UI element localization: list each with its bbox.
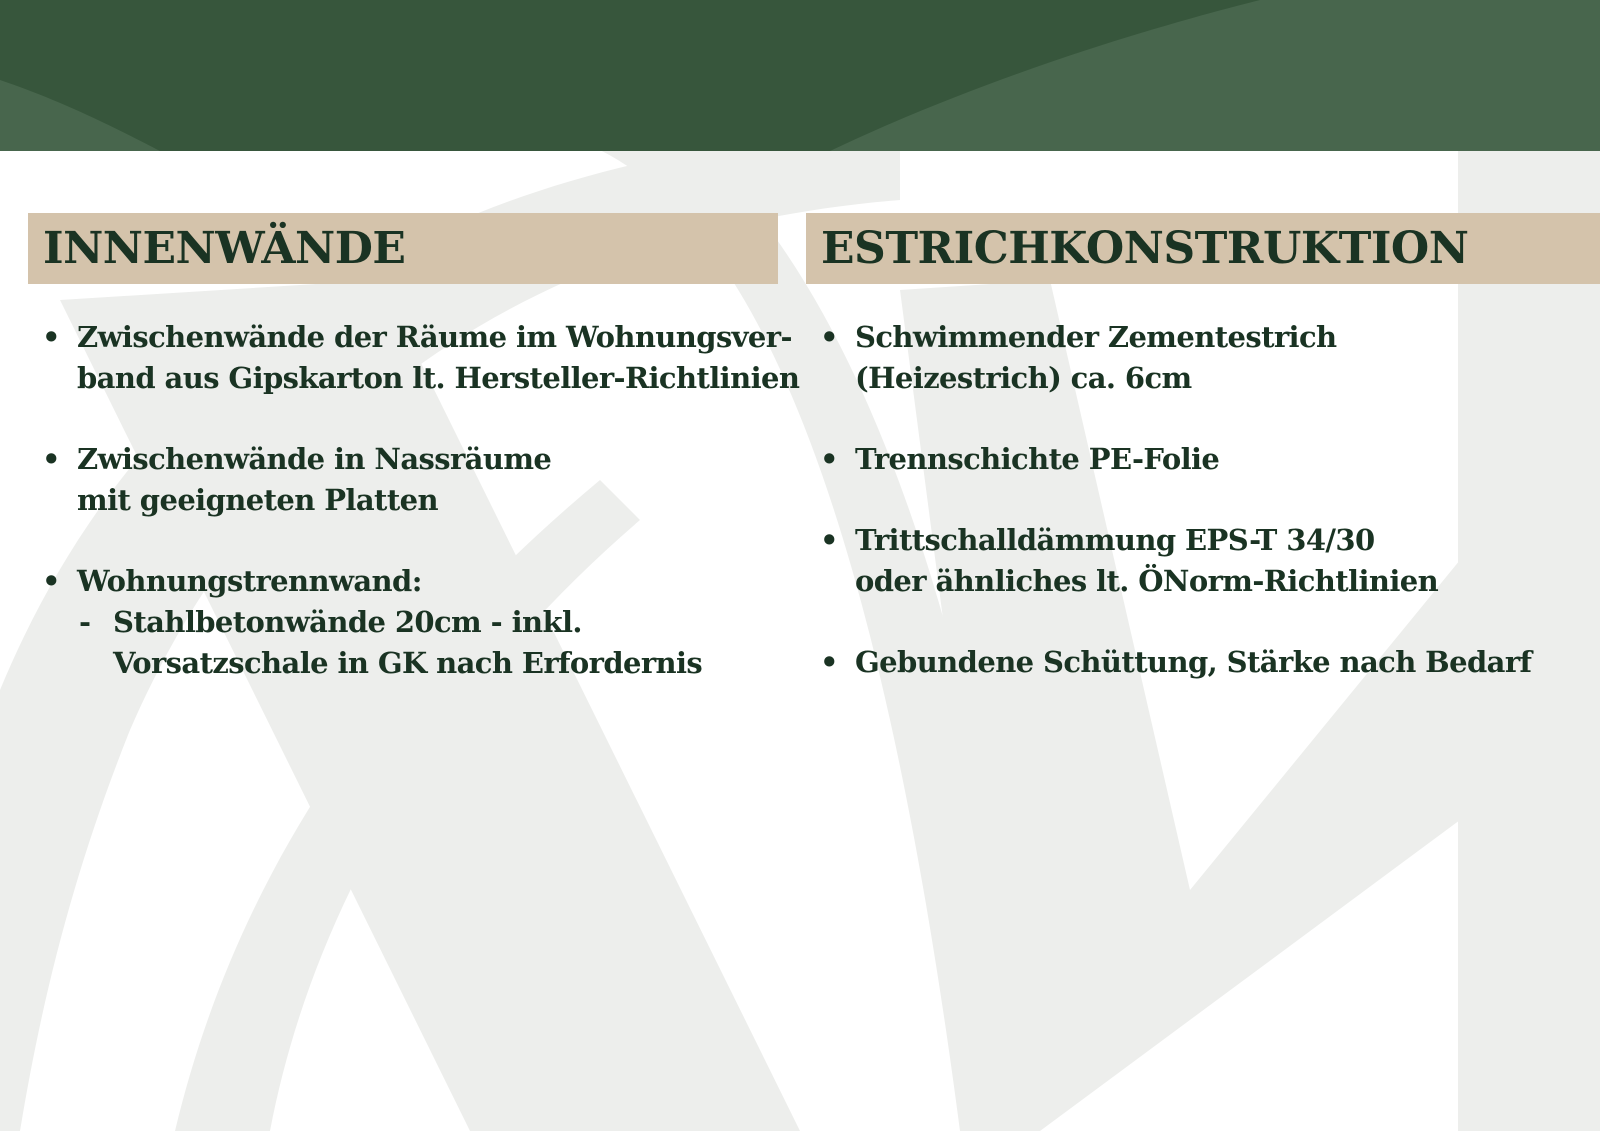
list-item-line: Trittschalldämmung EPS-T 34/30 xyxy=(855,523,1375,557)
list-item-line: Zwischenwände in Nassräume xyxy=(77,442,552,476)
bullet-list-innenwaende xyxy=(28,317,799,724)
list-item-line: Zwischenwände der Räume im Wohnungsver- xyxy=(77,320,792,354)
list-item-line: mit geeigneten Platten xyxy=(77,483,438,517)
list-item xyxy=(806,520,1531,602)
list-item-line: (Heizestrich) ca. 6cm xyxy=(855,361,1192,395)
list-item-line: oder ähnliches lt. ÖNorm-Richtlinien xyxy=(855,564,1439,598)
list-item-line: Trennschichte PE-Folie xyxy=(855,442,1220,476)
header-band xyxy=(0,0,1600,151)
bullet-icon: • xyxy=(42,442,60,476)
list-item xyxy=(28,439,799,521)
bullet-icon: • xyxy=(42,320,60,354)
list-item xyxy=(28,317,799,399)
section-header-estrichkonstruktion xyxy=(806,213,1600,284)
sub-list-item-line: Vorsatzschale in GK nach Erfordernis xyxy=(113,646,703,680)
bullet-icon: • xyxy=(820,442,838,476)
bullet-icon: • xyxy=(820,523,838,557)
bullet-list-estrichkonstruktion xyxy=(806,317,1531,723)
bullet-icon: • xyxy=(820,320,838,354)
dash-icon: - xyxy=(79,605,91,639)
sub-list-item-line: Stahlbetonwände 20cm - inkl. xyxy=(113,605,582,639)
section-header-innenwaende xyxy=(28,213,778,284)
list-item xyxy=(28,561,799,684)
list-item-line: Schwimmender Zementestrich xyxy=(855,320,1337,354)
list-item xyxy=(806,439,1531,480)
section-estrichkonstruktion xyxy=(806,213,1600,679)
bullet-icon: • xyxy=(820,645,838,679)
section-title: INNENWÄNDE xyxy=(43,222,406,274)
list-item xyxy=(806,317,1531,399)
list-item-line: Wohnungstrennwand: xyxy=(77,564,422,598)
section-innenwaende xyxy=(28,213,800,680)
sub-list-item xyxy=(77,602,799,684)
list-item-line: band aus Gipskarton lt. Hersteller-Richtlinien xyxy=(77,361,800,395)
list-item xyxy=(806,642,1531,683)
bullet-icon: • xyxy=(42,564,60,598)
list-item-line: Gebundene Schüttung, Stärke nach Bedarf xyxy=(855,645,1532,679)
section-title: ESTRICHKONSTRUKTION xyxy=(821,222,1469,274)
